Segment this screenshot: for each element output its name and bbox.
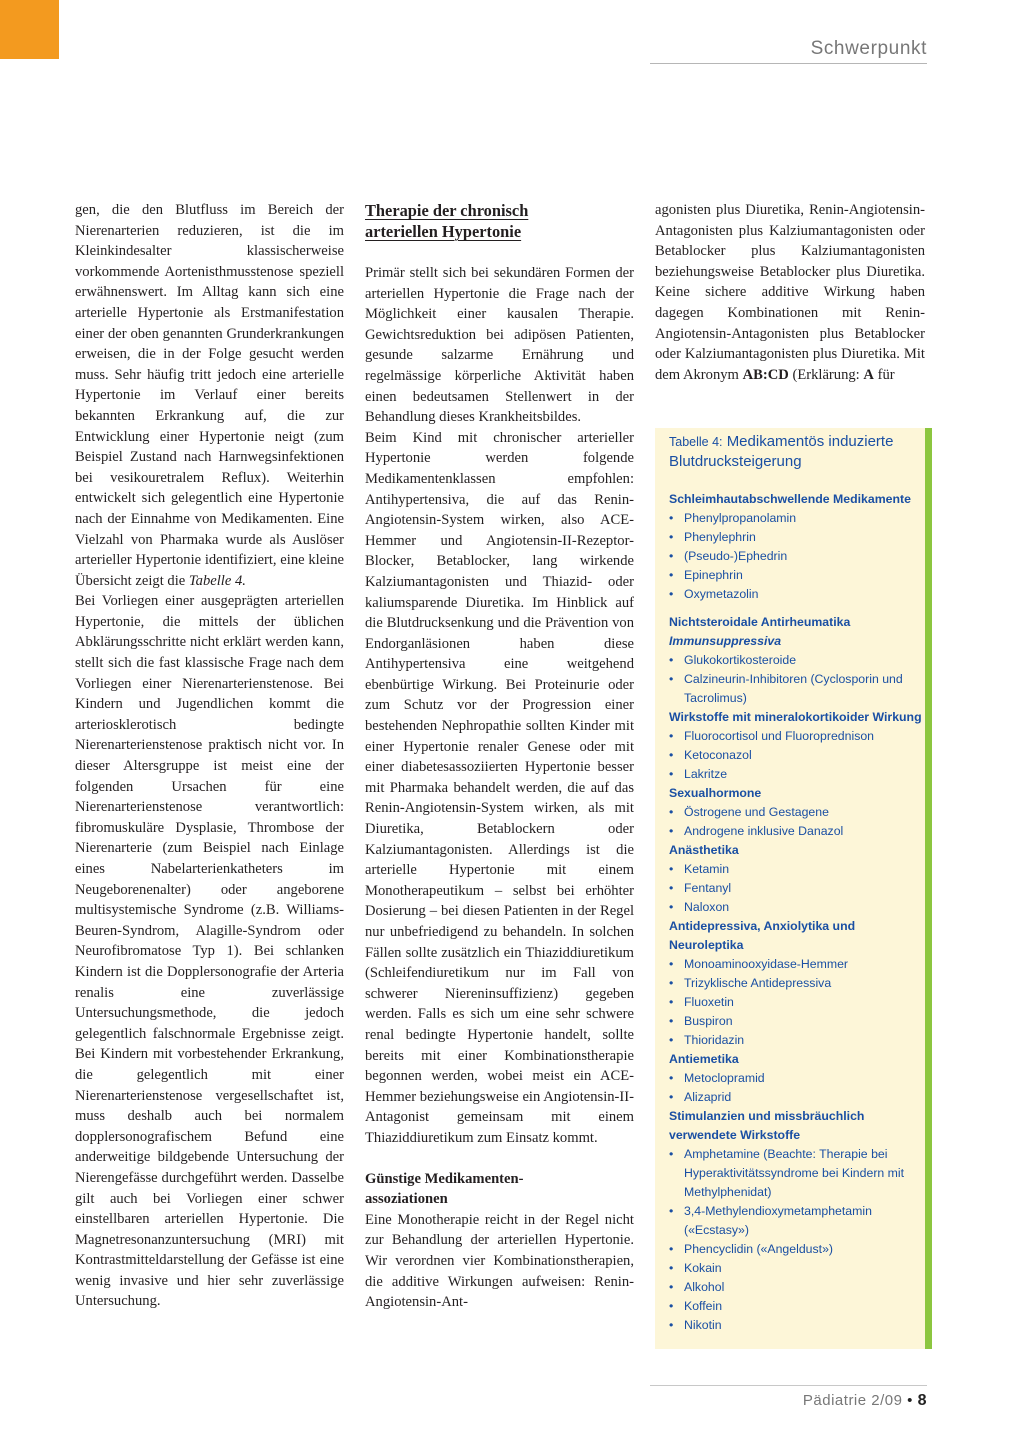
paragraph: Bei Vorliegen einer ausgeprägten arteriellen Hypertonie, die mittels der üblichen Abklärungsschritte nicht erklärt werden kann, stellt sich die fast klassische Frage nach dem Vorliegen einer Nierenarterienstenose. Bei Kindern und Jugendlichen kommt die arteriosklerotisch bedingte Nierenarterienstenose praktisch nicht vor. In dieser Altersgruppe ist meist eine der folgenden Ursachen für eine Nierenarterienstenose verantwortlich: fibromuskuläre Dysplasie, Thrombose der Nierenarterie (zum Beispiel nach Einlage eines Nabelarterienkatheters im Neugeborenenalter) oder angeborene multisystemische Syndrome (z.B. Williams-Beuren-Syndrom, Alagille-Syndrom oder Neurofibromatose Typ 1). Bei schlanken Kindern ist die Dopplersonografie der Arteria renalis eine zuverlässige Untersuchungsmethode, die jedoch gelegentlich falschnormale Ergebnisse zeigt. Bei Kindern mit vorbestehender Erkrankung, die gelegentlich mit einer Nierenarterienstenose vergesellschaftet ist, muss deshalb auch bei normalem dopplersonografischem Befund eine anderweitige bildgebende Untersuchung der Nierengefässe durchgeführt werden. Dasselbe gilt auch bei Vorliegen einer schwer einstellbaren arteriellen Hypertonie. Die Magnetresonanzuntersuchung (MRI) mit Kontrastmitteldarstellung der Gefässe ist eine wenig invasive und hier sehr zuverlässige Untersuchung. xyxy=(75,593,344,1310)
bullet-icon: • xyxy=(669,587,674,601)
table-category: Antidepressiva, Anxiolytika und Neuroleptika xyxy=(669,919,856,952)
table-list xyxy=(655,1145,925,1335)
table-list-item xyxy=(655,822,925,841)
bullet-icon: • xyxy=(669,957,674,971)
table-list xyxy=(655,860,925,917)
bullet-icon: • xyxy=(669,511,674,525)
section-heading-line: arteriellen Hypertonie xyxy=(365,222,522,241)
table-list xyxy=(655,1069,925,1107)
table-item-text: Fluorocortisol und Fluoroprednison xyxy=(684,729,875,743)
bullet-icon: • xyxy=(669,672,674,686)
table-item-text: Östrogene und Gestagene xyxy=(684,805,829,819)
table-list-item xyxy=(655,955,925,974)
section-rubric: Schwerpunkt xyxy=(810,38,927,59)
table-item-text: Trizyklische Antidepressiva xyxy=(684,976,832,990)
table-item-text: Epinephrin xyxy=(684,568,743,582)
table-list-item xyxy=(655,746,925,765)
bullet-icon: • xyxy=(669,1318,674,1332)
footer-rule xyxy=(650,1385,927,1386)
subheading-line: assoziationen xyxy=(365,1191,448,1208)
table-item-text: Alizaprid xyxy=(684,1090,732,1104)
table-list-item xyxy=(655,860,925,879)
table-list xyxy=(655,727,925,784)
table-item-text: Phenylephrin xyxy=(684,530,756,544)
table-item-text: Glukokortikosteroide xyxy=(684,653,797,667)
table-item-text: Phencyclidin («Angeldust») xyxy=(684,1242,834,1256)
table-list xyxy=(655,955,925,1050)
table-list-item xyxy=(655,566,925,585)
table-item-text: Androgene inklusive Danazol xyxy=(684,824,844,838)
table-list-item xyxy=(655,993,925,1012)
bullet-icon: • xyxy=(669,1033,674,1047)
bullet-icon: • xyxy=(669,1280,674,1294)
bullet-icon: • xyxy=(669,1014,674,1028)
table-body xyxy=(655,490,925,1335)
table-list xyxy=(655,651,925,708)
bullet-icon: • xyxy=(669,767,674,781)
bullet-icon: • xyxy=(669,729,674,743)
table-item-text: Ketamin xyxy=(684,862,730,876)
bullet-icon: • xyxy=(669,1242,674,1256)
table-list-item xyxy=(655,1240,925,1259)
page-number: 8 xyxy=(917,1392,927,1409)
table-list-item xyxy=(655,765,925,784)
table-category: Anästhetika xyxy=(669,843,739,857)
table-item-text: Alkohol xyxy=(684,1280,725,1294)
table-item-text: Kokain xyxy=(684,1261,722,1275)
table-item-text: Lakritze xyxy=(684,767,728,781)
text-column-2 xyxy=(365,200,634,1313)
bullet-icon: • xyxy=(669,805,674,819)
footer-separator: • xyxy=(907,1392,913,1409)
table-category: Antiemetika xyxy=(669,1052,739,1066)
table-item-text: Thioridazin xyxy=(684,1033,745,1047)
table-list-item xyxy=(655,547,925,566)
table-category: Sexualhormone xyxy=(669,786,762,800)
table-category: Schleimhautabschwellende Medikamente xyxy=(669,492,911,506)
bullet-icon: • xyxy=(669,976,674,990)
table-item-text: 3,4-Methylendioxymetamphetamin («Ecstasy») xyxy=(684,1204,872,1237)
table-item-text: Buspiron xyxy=(684,1014,733,1028)
table-list-item xyxy=(655,974,925,993)
table-list-item xyxy=(655,727,925,746)
table-item-text: Phenylpropanolamin xyxy=(684,511,797,525)
table-list-item xyxy=(655,1012,925,1031)
table-item-text: Fentanyl xyxy=(684,881,732,895)
bullet-icon: • xyxy=(669,530,674,544)
bullet-icon: • xyxy=(669,1299,674,1313)
table-list-item xyxy=(655,1278,925,1297)
table-list-item xyxy=(655,1297,925,1316)
table-label: Tabelle 4: xyxy=(669,435,723,449)
table-list-item xyxy=(655,803,925,822)
table-list-item xyxy=(655,1145,925,1202)
table-title-text: Medikamentös induzierte Blutdrucksteigerung xyxy=(669,433,894,470)
paragraph-text: agonisten plus Diuretika, Renin-Angiotensin-Antagonisten plus Kalziumantagonisten oder Betablocker plus Kalziumantagonisten beziehungsweise Betablocker plus Diuretika. Keine sichere additive Wirkung haben dagegen Kombinationen mit Renin-Angiotensin-Antagonisten plus Betablocker oder Kalziumantagonisten plus Diuretika. Mit dem Akronym xyxy=(655,202,925,383)
subheading-line: Günstige Medikamenten- xyxy=(365,1170,524,1187)
table-item-text: Monoaminooxyidase-Hemmer xyxy=(684,957,849,971)
section-heading-line: Therapie der chronisch xyxy=(365,201,529,220)
table-list-item xyxy=(655,1088,925,1107)
table-list-item xyxy=(655,1316,925,1335)
table-item-text: Naloxon xyxy=(684,900,730,914)
table-list-item xyxy=(655,585,925,604)
section-color-tab xyxy=(0,0,59,59)
table-item-text: Metoclopramid xyxy=(684,1071,765,1085)
text-column-3 xyxy=(655,200,925,385)
acronym-letter: A xyxy=(863,366,874,383)
table-list-item xyxy=(655,1259,925,1278)
bullet-icon: • xyxy=(669,824,674,838)
table-category: Nichtsteroidale Antirheumatika xyxy=(669,615,851,629)
table-item-text: Koffein xyxy=(684,1299,723,1313)
header-rule xyxy=(650,63,927,64)
table-list-item xyxy=(655,1202,925,1240)
table-list xyxy=(655,509,925,604)
paragraph-text: (Erklärung: xyxy=(792,366,860,383)
paragraph: Eine Monotherapie reicht in der Regel nicht zur Behandlung der arteriellen Hypertonie. Wir verordnen vier Kombinationstherapien, die additive Wirkungen aufweisen: Renin-Angiotensin-Ant- xyxy=(365,1211,634,1311)
bullet-icon: • xyxy=(669,995,674,1009)
table-list-item xyxy=(655,509,925,528)
table-item-text: Oxymetazolin xyxy=(684,587,759,601)
subheading xyxy=(365,1169,634,1210)
table-4-box xyxy=(655,428,932,1349)
bullet-icon: • xyxy=(669,748,674,762)
table-title xyxy=(655,428,925,472)
table-list-item xyxy=(655,670,925,708)
bullet-icon: • xyxy=(669,1261,674,1275)
table-list-item xyxy=(655,898,925,917)
table-item-text: Nikotin xyxy=(684,1318,722,1332)
bullet-icon: • xyxy=(669,1071,674,1085)
table-list-item xyxy=(655,879,925,898)
bullet-icon: • xyxy=(669,900,674,914)
bullet-icon: • xyxy=(669,568,674,582)
bullet-icon: • xyxy=(669,881,674,895)
table-list-item xyxy=(655,1031,925,1050)
table-category: Wirkstoffe mit mineralokortikoider Wirkung xyxy=(669,710,922,724)
acronym: AB:CD xyxy=(742,366,789,383)
table-category: Stimulanzien und missbräuchlich verwendete Wirkstoffe xyxy=(669,1109,865,1142)
text-column-1 xyxy=(75,200,344,1312)
bullet-icon: • xyxy=(669,549,674,563)
paragraph-text: gen, die den Blutfluss im Bereich der Nierenarterien reduzieren, ist die im Kleinkindesalter klassischerweise vorkommende Aortenisthmusstenose speziell erwähnenswert. Im Alltag kann sich eine arterielle Hypertonie als Erstmanifestation einer der oben genannten Grunderkrankungen erweisen, die in der Folge gesucht werden muss. Sehr häufig tritt jedoch eine arterielle Hypertonie im Verlauf einer bereits bekannten Erkrankung auf, die zur Entwicklung einer Hypertonie neigt (zum Beispiel Zustand nach Harnwegsinfektionen bei vesikouretralem Reflux). Weiterhin entwickelt sich gelegentlich eine Hypertonie nach der Einnahme von Medikamenten. Eine Vielzahl von Pharmaka wurde als Auslöser arterieller Hypertonie identifiziert, eine kleine Übersicht zeigt die xyxy=(75,202,344,589)
table-list xyxy=(655,803,925,841)
page-footer xyxy=(803,1392,927,1410)
paragraph-text: für xyxy=(877,366,895,383)
bullet-icon: • xyxy=(669,1204,674,1218)
table-list-item xyxy=(655,651,925,670)
journal-issue: Pädiatrie 2/09 xyxy=(802,1392,903,1409)
table-list-item xyxy=(655,1069,925,1088)
table-item-text: Calzineurin-Inhibitoren (Cyclosporin und Tacrolimus) xyxy=(684,672,903,705)
paragraph: Beim Kind mit chronischer arterieller Hypertonie werden folgende Medikamentenklassen empfohlen: Antihypertensiva, die auf das Renin-Angiotensin-System wirken, also ACE-Hemmer und Angiotensin-II-Rezeptor-Blocker, Betablocker, lang wirkende Kalziumantagonisten und Thiazid- oder kaliumsparende Diuretika. Im Hinblick auf die Blutdrucksenkung und die Prävention von Endorganläsionen haben diese Antihypertensiva eine weitgehend ebenbürtige Wirkung. Bei Proteinurie oder zum Schutz vor der Progression einer bestehenden Nephropathie sollten Kinder mit einer Hypertonie renaler Genese oder mit einer diabetesassoziierten Hypertonie besser mit Pharmaka behandelt werden, die auf das Renin-Angiotensin-System wirken, als mit Diuretika, Betablockern oder Kalziumantagonisten. Allerdings ist die arterielle Hypertonie mit einem Monotherapeutikum – selbst bei erhöhter Dosierung – bei diesen Patienten in der Regel nur unbefriedigend zu behandeln. In solchen Fällen sollte zusätzlich ein Thiaziddiuretikum (Schleifendiuretikum nur im Fall von schwerer Niereninsuffizienz) gegeben werden. Falls es sich um eine sehr schwere renal bedingte Hypertonie handelt, sollte bereits mit einer Kombinationstherapie begonnen werden, wobei meist ein ACE-Hemmer beziehungsweise ein Angiotensin-II-Antagonist gemeinsam mit einem Thiaziddiuretikum zum Einsatz kommt. xyxy=(365,429,634,1146)
table-reference: Tabelle 4. xyxy=(188,572,246,589)
bullet-icon: • xyxy=(669,1090,674,1104)
bullet-icon: • xyxy=(669,653,674,667)
paragraph xyxy=(75,200,344,591)
table-item-text: (Pseudo-)Ephedrin xyxy=(684,549,788,563)
table-category: Immunsuppressiva xyxy=(669,634,782,648)
bullet-icon: • xyxy=(669,862,674,876)
section-heading xyxy=(365,200,634,242)
bullet-icon: • xyxy=(669,1147,674,1161)
paragraph: Primär stellt sich bei sekundären Formen der arteriellen Hypertonie die Frage nach der Möglichkeit einer kausalen Therapie. Gewichtsreduktion bei adipösen Patienten, gesunde salzarme Ernährung und regelmässige körperliche Aktivität haben einen bedeutsamen Stellenwert in der Behandlung dieses Krankheitsbildes. xyxy=(365,265,634,426)
table-list-item xyxy=(655,528,925,547)
table-item-text: Ketoconazol xyxy=(684,748,752,762)
table-item-text: Fluoxetin xyxy=(684,995,734,1009)
paragraph xyxy=(655,200,925,385)
table-item-text: Amphetamine (Beachte: Therapie bei Hyperaktivitätssyndrome bei Kindern mit Methylphenidat) xyxy=(684,1147,905,1199)
